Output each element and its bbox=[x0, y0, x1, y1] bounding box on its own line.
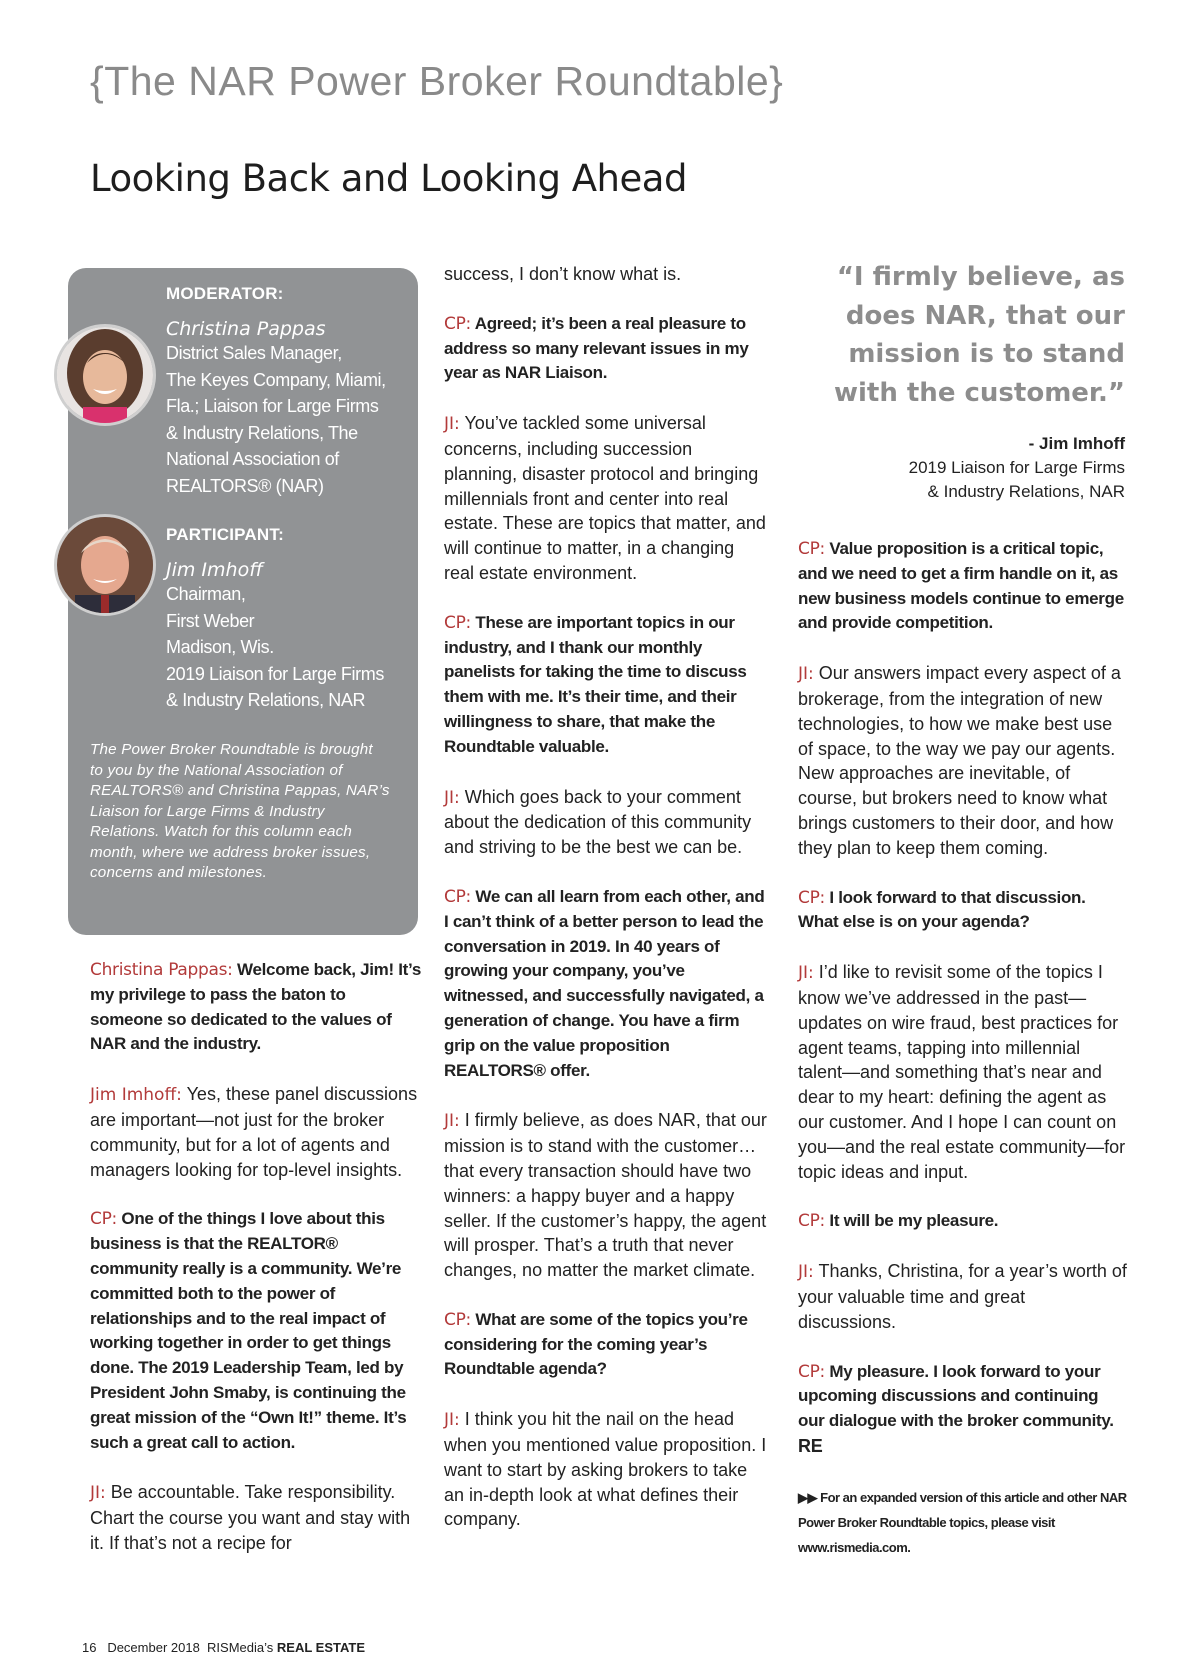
dialogue-text: I firmly believe, as does NAR, that our mission is to stand with the customer…that every transaction should have two winners: a happy buyer and a happy seller. If the customer’s happy, the agent will prosper. That’s a truth that never changes, no matter the market climate. bbox=[444, 1110, 767, 1281]
dialogue-paragraph bbox=[444, 1407, 769, 1532]
participant-avatar bbox=[54, 514, 156, 616]
dialogue-paragraph bbox=[444, 411, 769, 586]
moderator-title-line: REALTORS® (NAR) bbox=[166, 475, 324, 496]
dialogue-paragraph bbox=[798, 886, 1128, 936]
dialogue-paragraph bbox=[444, 785, 769, 860]
attribution-line: 2019 Liaison for Large Firms bbox=[908, 458, 1125, 477]
speaker-label: CP: bbox=[798, 887, 825, 908]
roundtable-note: The Power Broker Roundtable is brought to you by the National Association of REALTORS® and Christina Pappas, NAR’s Liaison for Large Firms & Industry Relations. Watch for this column each month, where we address broker issues, concerns and milestones. bbox=[90, 741, 390, 881]
moderator-bio bbox=[166, 284, 386, 499]
dialogue-text: success, I don’t know what is. bbox=[444, 264, 682, 284]
speaker-label: Christina Pappas: bbox=[90, 960, 233, 980]
footnote-text: For an expanded version of this article and other NAR Power Broker Roundtable topics, please visit www.rismedia.com. bbox=[798, 1489, 1127, 1555]
dialogue-text: These are important topics in our industry, and I thank our monthly panelists for taking the time to discuss them with me. It’s their time, and their willingness to share, that make the Roundtable valuable. bbox=[444, 612, 747, 756]
dialogue-paragraph bbox=[90, 1082, 422, 1182]
dialogue-text: Agreed; it’s been a real pleasure to address so many relevant issues in my year as NAR Liaison. bbox=[444, 313, 749, 383]
dialogue-text: Yes, these panel discussions are important—not just for the broker community, but for a lot of agents and managers looking for top-level insights. bbox=[90, 1084, 418, 1180]
pull-quote-attribution bbox=[790, 432, 1125, 504]
dialogue-paragraph bbox=[798, 960, 1128, 1184]
dialogue-text: Value proposition is a critical topic, and we need to get a firm handle on it, as new business models continue to emerge and provide competition. bbox=[798, 539, 1124, 633]
page-headline: Looking Back and Looking Ahead bbox=[90, 157, 687, 200]
pull-quote: “I firmly believe, as does NAR, that our mission is to stand with the customer.” bbox=[833, 262, 1125, 408]
speaker-label: JI: bbox=[798, 963, 814, 984]
dialogue-paragraph bbox=[444, 611, 769, 760]
column-3 bbox=[798, 537, 1128, 1585]
speaker-label: CP: bbox=[444, 313, 471, 334]
page-number: 16 bbox=[82, 1640, 97, 1655]
moderator-title-line: The Keyes Company, Miami, bbox=[166, 369, 386, 390]
dialogue-text: Be accountable. Take responsibility. Chart the course you want and stay with it. If that’s not a recipe for bbox=[90, 1482, 411, 1553]
bio-card bbox=[68, 268, 418, 935]
dialogue-paragraph bbox=[444, 1308, 769, 1382]
speaker-label: CP: bbox=[798, 539, 825, 559]
speaker-label: Jim Imhoff: bbox=[90, 1085, 182, 1106]
speaker-label: JI: bbox=[444, 414, 460, 435]
attribution-line: & Industry Relations, NAR bbox=[927, 482, 1125, 501]
dialogue-paragraph bbox=[90, 958, 422, 1057]
dialogue-paragraph bbox=[798, 1259, 1128, 1334]
dialogue-paragraph bbox=[798, 1360, 1128, 1460]
speaker-label: CP: bbox=[444, 1309, 471, 1330]
dialogue-text: It will be my pleasure. bbox=[829, 1211, 999, 1231]
column-1 bbox=[90, 958, 422, 1581]
dialogue-text: What are some of the topics you’re considering for the coming year’s Roundtable agenda? bbox=[444, 1309, 748, 1379]
participant-title-line: First Weber bbox=[166, 610, 255, 631]
speaker-label: CP: bbox=[444, 886, 471, 907]
dialogue-text: Welcome back, Jim! It’s my privilege to pass the baton to someone so dedicated to the values of NAR and the industry. bbox=[90, 960, 421, 1054]
moderator-title-line: Fla.; Liaison for Large Firms bbox=[166, 396, 379, 416]
dialogue-text: I look forward to that discussion. What else is on your agenda? bbox=[798, 887, 1086, 932]
speaker-label: JI: bbox=[798, 1262, 814, 1283]
speaker-label: JI: bbox=[444, 1410, 460, 1431]
speaker-label: JI: bbox=[444, 1111, 460, 1132]
dialogue-paragraph bbox=[798, 661, 1128, 860]
attribution-name: - Jim Imhoff bbox=[1028, 434, 1125, 453]
participant-title-line: & Industry Relations, NAR bbox=[166, 690, 366, 710]
dialogue-paragraph bbox=[798, 537, 1128, 636]
dialogue-text: Our answers impact every aspect of a brokerage, from the integration of new technologies, to how we make best use of space, to the way we pay our agents. New approaches are inevitable, of course, but brokers need to know what brings customers to their door, and how they plan to keep them coming. bbox=[798, 663, 1121, 858]
dialogue-paragraph bbox=[798, 1209, 1128, 1234]
moderator-title-line: District Sales Manager, bbox=[166, 343, 342, 363]
column-2 bbox=[444, 262, 769, 1557]
moderator-role: MODERATOR: bbox=[166, 284, 284, 303]
dialogue-paragraph bbox=[90, 1480, 422, 1555]
issue-date: December 2018 bbox=[107, 1640, 200, 1655]
speaker-label: CP: bbox=[90, 1209, 117, 1230]
participant-title-line: 2019 Liaison for Large Firms bbox=[166, 663, 384, 684]
fast-forward-icon: ▶▶ bbox=[798, 1489, 817, 1505]
dialogue-text: We can all learn from each other, and I can’t think of a better person to lead the conversation in 2019. In 40 years of growing your company, you’ve witnessed, and successfully navigated, a generation of change. You have a firm grip on the value proposition REALTORS® offer. bbox=[444, 886, 765, 1080]
speaker-label: JI: bbox=[444, 787, 460, 808]
publication-name: RISMedia’s bbox=[207, 1640, 274, 1655]
participant-title-line: Madison, Wis. bbox=[166, 637, 274, 657]
dialogue-paragraph bbox=[444, 885, 769, 1083]
dialogue-text: Thanks, Christina, for a year’s worth of your valuable time and great discussions. bbox=[798, 1261, 1127, 1332]
participant-role: PARTICIPANT: bbox=[166, 525, 284, 544]
participant-name: Jim Imhoff bbox=[166, 559, 263, 581]
dialogue-text: I’d like to revisit some of the topics I know we’ve addressed in the past—updates on wire fraud, best practices for agent teams, tapping into millennial talent—and something that’s near and dear to my heart: defining the agent as our customer. And I hope I can count on you—and the real estate community—for topic ideas and input. bbox=[798, 962, 1126, 1182]
dialogue-paragraph bbox=[90, 1207, 422, 1455]
dialogue-text: I think you hit the nail on the head when you mentioned value proposition. I want to start by asking brokers to take an in-depth look at what defines their company. bbox=[444, 1409, 767, 1530]
dialogue-paragraph bbox=[444, 312, 769, 386]
dialogue-paragraph bbox=[444, 262, 769, 287]
page-footer bbox=[82, 1640, 365, 1655]
participant-title-line: Chairman, bbox=[166, 584, 246, 604]
moderator-title-line: & Industry Relations, The bbox=[166, 422, 358, 443]
dialogue-text: One of the things I love about this business is that the REALTOR® community really is a community. We’re committed both to the power of relationships and to the real impact of working together in order to get things done. The 2019 Leadership Team, led by President John Smaby, is continuing the great mission of the “Own It!” theme. It’s such a great call to action. bbox=[90, 1209, 407, 1452]
speaker-label: CP: bbox=[798, 1211, 825, 1232]
dialogue-paragraph bbox=[444, 1108, 769, 1283]
dialogue-text: You’ve tackled some universal concerns, including succession planning, disaster protocol and bringing millennials front and center into real estate. These are topics that matter, and will continue to matter, in a changing real estate environment. bbox=[444, 413, 766, 583]
speaker-label: JI: bbox=[798, 664, 814, 685]
magazine-name: REAL ESTATE bbox=[276, 1640, 366, 1655]
end-mark: RE bbox=[798, 1435, 823, 1456]
speaker-label: CP: bbox=[444, 612, 471, 633]
participant-bio bbox=[166, 525, 384, 714]
moderator-name: Christina Pappas bbox=[166, 318, 326, 340]
dialogue-text: My pleasure. I look forward to your upcoming discussions and continuing our dialogue with the broker community. bbox=[798, 1361, 1114, 1431]
moderator-avatar bbox=[54, 324, 156, 426]
series-title: {The NAR Power Broker Roundtable} bbox=[90, 58, 784, 104]
web-footnote bbox=[798, 1485, 1128, 1560]
moderator-title-line: National Association of bbox=[166, 449, 339, 469]
speaker-label: CP: bbox=[798, 1361, 825, 1382]
dialogue-text: Which goes back to your comment about the dedication of this community and striving to be the best we can be. bbox=[444, 786, 752, 858]
speaker-label: JI: bbox=[90, 1483, 106, 1504]
